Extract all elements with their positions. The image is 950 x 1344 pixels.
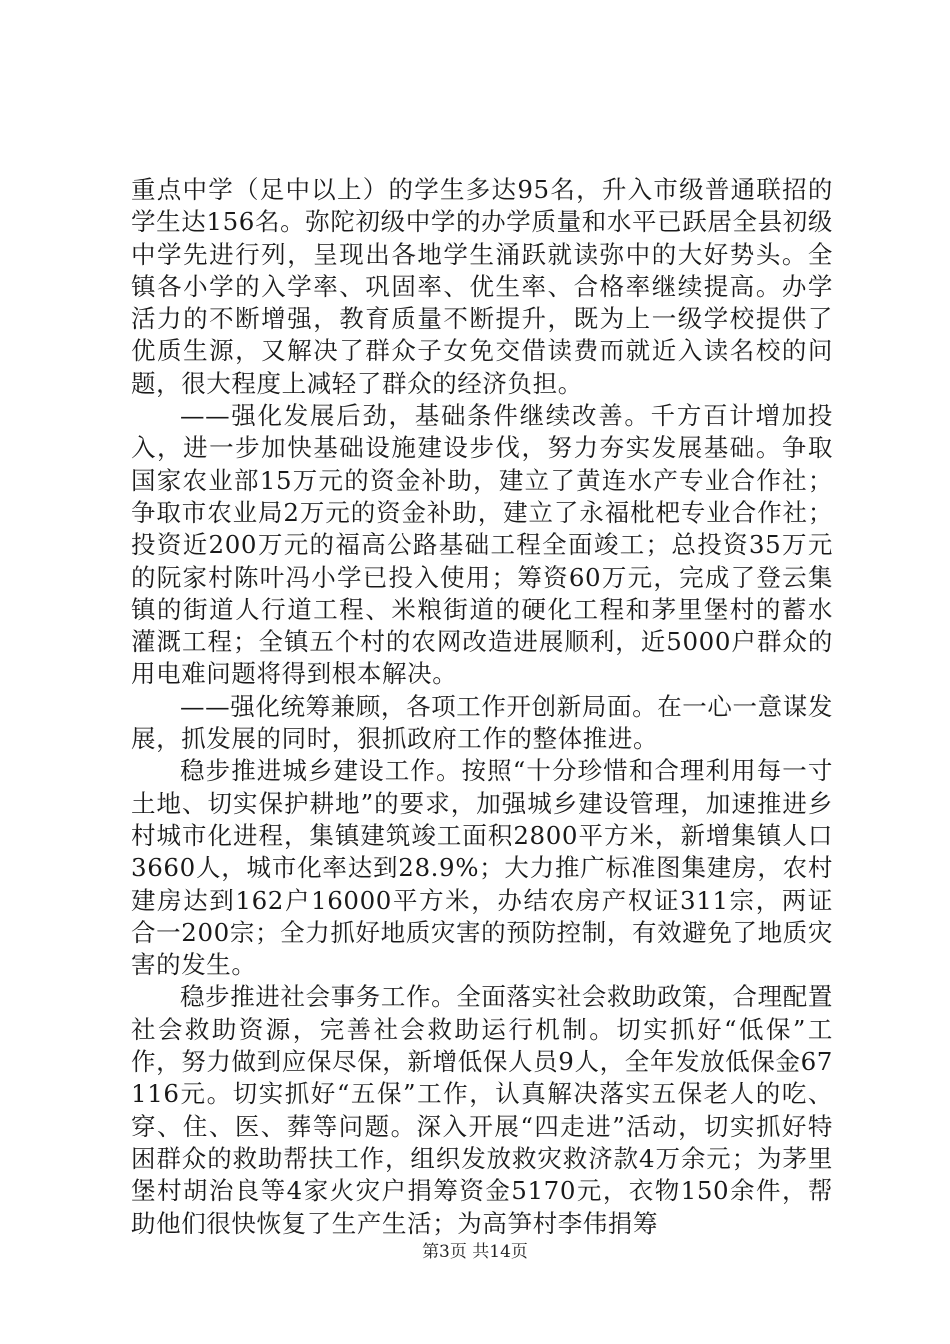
paragraph-1: 重点中学（足中以上）的学生多达95名，升入市级普通联招的学生达156名。弥陀初级中学的办学质量和水平已跃居全县初级中学先进行列，呈现出各地学生涌跃就读弥中的大好势头。全镇各小学的入学率、巩固率、优生率、合格率继续提高。办学活力的不断增强，教育质量不断提升，既为上一级学校提供了优质生源，又解决了群众子女免交借读费而就近入读名校的问题，很大程度上减轻了群众的经济负担。: [131, 175, 833, 398]
paragraph-5: 稳步推进社会事务工作。全面落实社会救助政策，合理配置社会救助资源，完善社会救助运行机制。切实抓好“低保”工作，努力做到应保尽保，新增低保人员9人，全年发放低保金67116元。切实抓好“五保”工作，认真解决落实五保老人的吃、穿、住、医、葬等问题。深入开展“四走进”活动，切实抓好特困群众的救助帮扶工作，组织发放救灾救济款4万余元；为茅里堡村胡治良等4家火灾户捐筹资金5170元，衣物150余件，帮助他们很快恢复了生产生活；为高笋村李伟捐筹: [131, 982, 833, 1238]
paragraph-3: ——强化统筹兼顾，各项工作开创新局面。在一心一意谋发展，抓发展的同时，狠抓政府工作的整体推进。: [131, 691, 833, 754]
paragraph-4: 稳步推进城乡建设工作。按照“十分珍惜和合理利用每一寸土地、切实保护耕地”的要求，加强城乡建设管理，加速推进乡村城市化进程，集镇建筑竣工面积2800平方米，新增集镇人口3660人，城市化率达到28.9%；大力推广标准图集建房，农村建房达到162户16000平方米，办结农房产权证311宗，两证合一200宗；全力抓好地质灾害的预防控制，有效避免了地质灾害的发生。: [131, 756, 833, 980]
paragraph-2: ——强化发展后劲，基础条件继续改善。千方百计增加投入，进一步加快基础设施建设步伐，努力夯实发展基础。争取国家农业部15万元的资金补助，建立了黄连水产专业合作社；争取市农业局2万元的资金补助，建立了永福枇杷专业合作社；投资近200万元的福高公路基础工程全面竣工；总投资35万元的阮家村陈叶冯小学已投入使用；筹资60万元，完成了登云集镇的街道人行道工程、米粮街道的硬化工程和茅里堡村的蓄水灌溉工程；全镇五个村的农网改造进展顺利，近5000户群众的用电难问题将得到根本解决。: [131, 401, 833, 689]
document-body: [131, 174, 833, 1240]
page-number-footer: 第3页 共14页: [422, 1242, 528, 1262]
